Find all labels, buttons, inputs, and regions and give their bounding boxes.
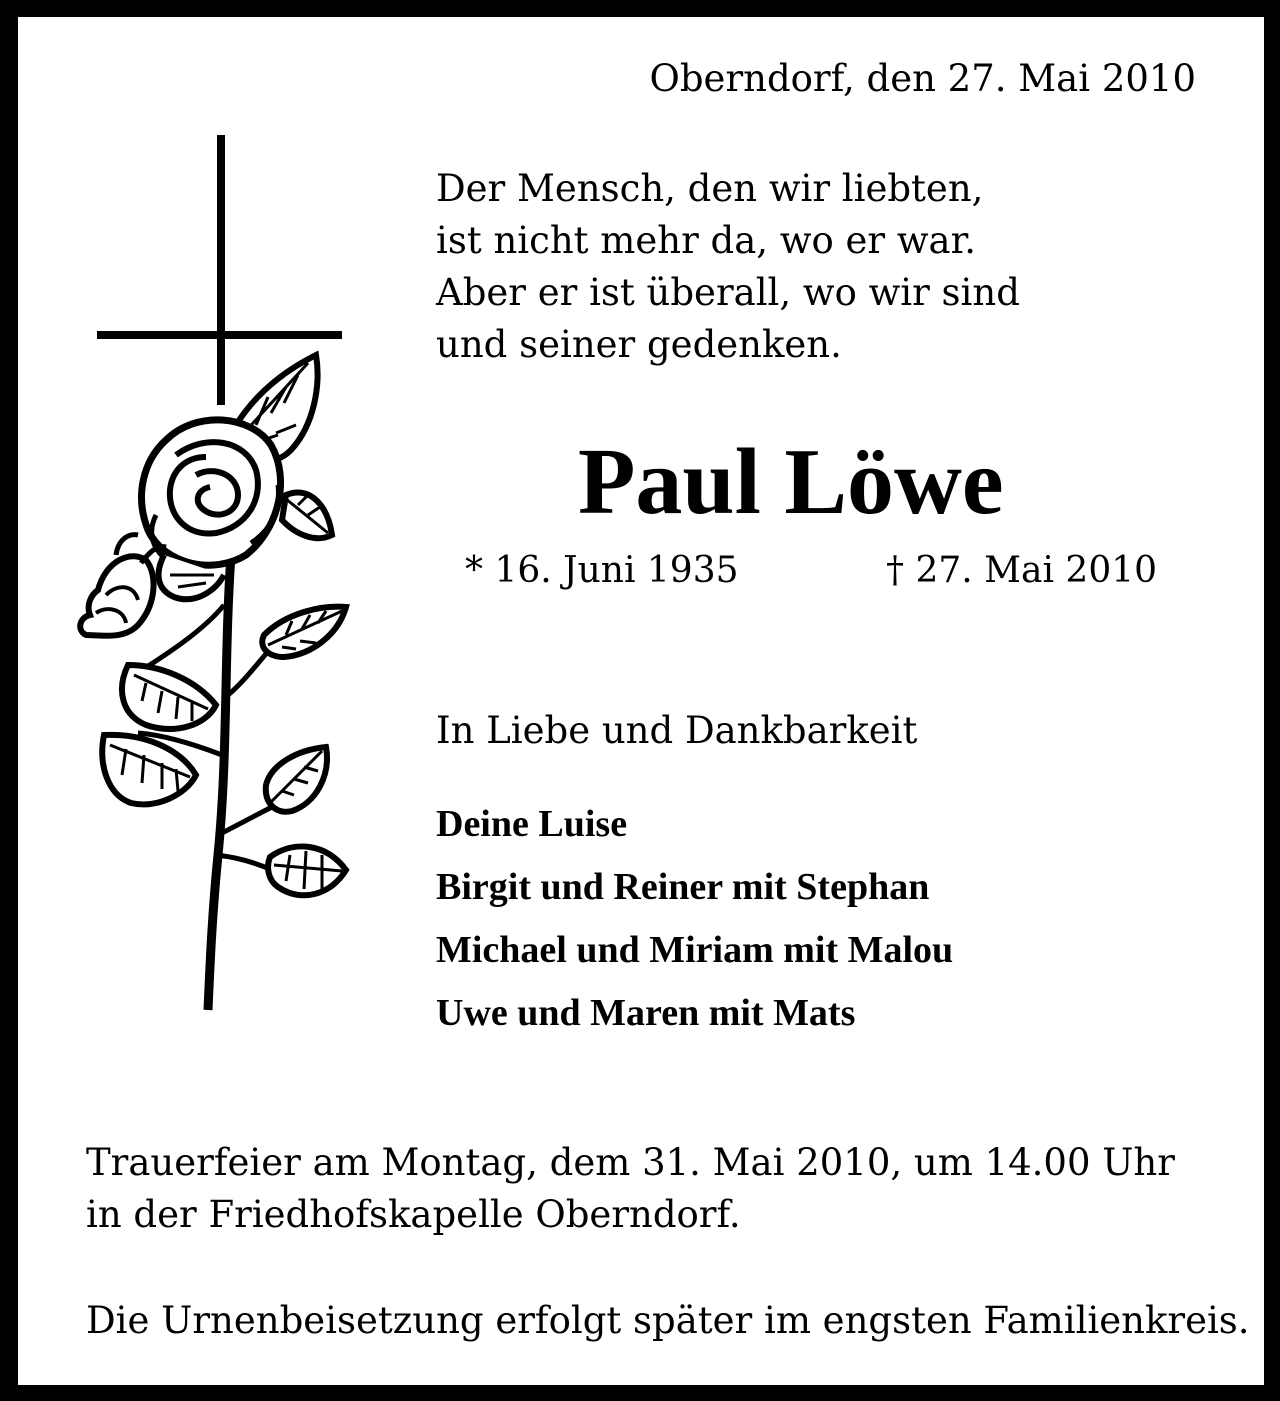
family-line: Uwe und Maren mit Mats (436, 992, 856, 1034)
quote-line: ist nicht mehr da, wo er war. (436, 219, 976, 262)
funeral-service-info (86, 1137, 1175, 1241)
service-line: Trauerfeier am Montag, dem 31. Mai 2010, um 14.00 Uhr (86, 1141, 1175, 1184)
family-line: Michael und Miriam mit Malou (436, 929, 954, 971)
deceased-name: Paul Löwe (578, 430, 1004, 534)
obituary-notice (18, 17, 1264, 1385)
cross-with-rose-icon (46, 135, 366, 1019)
dateline: Oberndorf, den 27. Mai 2010 (649, 57, 1196, 100)
quote-line: und seiner gedenken. (436, 323, 842, 366)
birth-date: * 16. Juni 1935 (465, 550, 739, 591)
family-line: Deine Luise (436, 803, 628, 845)
memorial-quote (436, 163, 1020, 371)
quote-line: Aber er ist überall, wo wir sind (436, 271, 1020, 314)
family-list (436, 793, 953, 1045)
quote-line: Der Mensch, den wir liebten, (436, 167, 984, 210)
service-line: in der Friedhofskapelle Oberndorf. (86, 1193, 741, 1236)
death-date: † 27. Mai 2010 (886, 550, 1158, 591)
burial-info: Die Urnenbeisetzung erfolgt später im engsten Familienkreis. (86, 1299, 1250, 1342)
family-line: Birgit und Reiner mit Stephan (436, 866, 930, 908)
thanks-line: In Liebe und Dankbarkeit (436, 709, 918, 752)
